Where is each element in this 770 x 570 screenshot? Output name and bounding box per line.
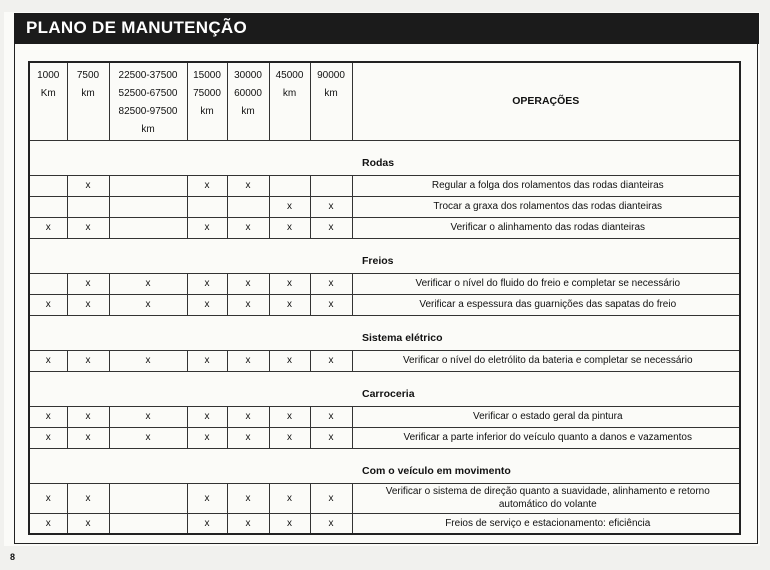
interval-mark-cell: x (109, 406, 187, 427)
interval-mark-cell: x (227, 294, 269, 315)
interval-mark-cell: x (187, 427, 227, 448)
interval-mark-cell: x (29, 483, 67, 513)
interval-mark-cell: x (269, 406, 310, 427)
section-row (29, 315, 740, 350)
section-spacer (29, 315, 352, 350)
interval-column-header (187, 62, 227, 140)
interval-mark-cell: x (67, 483, 109, 513)
interval-mark-cell: x (310, 406, 352, 427)
operations-header: OPERAÇÕES (352, 62, 740, 140)
table-row (29, 196, 740, 217)
interval-mark-cell: x (67, 427, 109, 448)
operation-cell: Verificar o nível do eletrólito da bateria e completar se necessário (352, 350, 740, 371)
section-row (29, 140, 740, 175)
interval-mark-cell: x (227, 273, 269, 294)
section-title: Freios (352, 238, 740, 273)
interval-mark-cell (109, 483, 187, 513)
interval-header-line: 15000 (193, 70, 221, 81)
interval-mark-cell: x (310, 273, 352, 294)
interval-mark-cell: x (109, 427, 187, 448)
interval-mark-cell: x (187, 513, 227, 534)
interval-header-line: 22500-37500 (118, 70, 178, 81)
interval-mark-cell: x (269, 196, 310, 217)
operation-cell: Freios de serviço e estacionamento: eficiência (352, 513, 740, 534)
interval-mark-cell: x (269, 513, 310, 534)
interval-mark-cell: x (187, 175, 227, 196)
interval-column-header (29, 62, 67, 140)
interval-mark-cell: x (310, 483, 352, 513)
interval-column-header (109, 62, 187, 140)
interval-mark-cell: x (227, 427, 269, 448)
interval-header-line: km (81, 88, 95, 99)
table-row (29, 427, 740, 448)
interval-mark-cell: x (67, 406, 109, 427)
interval-mark-cell (109, 196, 187, 217)
interval-header-line: km (141, 124, 155, 135)
interval-mark-cell: x (269, 217, 310, 238)
interval-mark-cell: x (29, 427, 67, 448)
table-header-row (29, 62, 740, 140)
operation-cell: Verificar a espessura das guarnições das sapatas do freio (352, 294, 740, 315)
interval-mark-cell (109, 513, 187, 534)
interval-mark-cell: x (269, 294, 310, 315)
table-row (29, 406, 740, 427)
operation-cell: Verificar a parte inferior do veículo quanto a danos e vazamentos (352, 427, 740, 448)
operation-cell: Verificar o alinhamento das rodas dianteiras (352, 217, 740, 238)
table-row (29, 273, 740, 294)
interval-mark-cell: x (109, 350, 187, 371)
section-row (29, 448, 740, 483)
interval-mark-cell: x (310, 217, 352, 238)
page-number: 8 (10, 552, 16, 562)
interval-mark-cell: x (29, 513, 67, 534)
interval-mark-cell: x (67, 294, 109, 315)
section-title: Com o veículo em movimento (352, 448, 740, 483)
header-bar (14, 13, 759, 44)
interval-mark-cell: x (187, 217, 227, 238)
interval-header-line: 45000 (275, 70, 304, 81)
interval-mark-cell: x (310, 427, 352, 448)
interval-mark-cell: x (269, 350, 310, 371)
table-row (29, 294, 740, 315)
interval-header-line: 82500-97500 (118, 106, 178, 117)
section-title: Sistema elétrico (352, 315, 740, 350)
interval-mark-cell: x (269, 427, 310, 448)
interval-mark-cell: x (269, 483, 310, 513)
operation-cell: Verificar o sistema de direção quanto a suavidade, alinhamento e retorno automático do volante (352, 483, 740, 513)
table-row (29, 175, 740, 196)
interval-header-line: 7500 (76, 70, 100, 81)
interval-mark-cell: x (109, 273, 187, 294)
section-title: Rodas (352, 140, 740, 175)
interval-mark-cell: x (67, 175, 109, 196)
interval-mark-cell: x (67, 217, 109, 238)
interval-column-header (67, 62, 109, 140)
interval-header-line: 1000 (37, 70, 60, 81)
interval-mark-cell (109, 217, 187, 238)
interval-header-line: 60000 (234, 88, 262, 99)
interval-mark-cell (67, 196, 109, 217)
interval-mark-cell: x (227, 483, 269, 513)
interval-mark-cell: x (227, 217, 269, 238)
interval-header-line: 52500-67500 (118, 88, 178, 99)
interval-mark-cell (227, 196, 269, 217)
interval-mark-cell (29, 196, 67, 217)
interval-column-header (227, 62, 269, 140)
table-row (29, 217, 740, 238)
interval-header-line: km (324, 88, 338, 99)
interval-mark-cell: x (67, 350, 109, 371)
interval-mark-cell: x (310, 294, 352, 315)
section-spacer (29, 238, 352, 273)
table-row (29, 483, 740, 513)
interval-header-line: km (282, 88, 297, 99)
interval-mark-cell: x (227, 350, 269, 371)
interval-mark-cell: x (29, 350, 67, 371)
interval-mark-cell: x (29, 406, 67, 427)
operation-cell: Trocar a graxa dos rolamentos das rodas dianteiras (352, 196, 740, 217)
interval-mark-cell: x (187, 294, 227, 315)
interval-mark-cell: x (67, 273, 109, 294)
interval-mark-cell: x (310, 196, 352, 217)
section-title: Carroceria (352, 371, 740, 406)
interval-header-line: 30000 (234, 70, 262, 81)
interval-mark-cell (29, 273, 67, 294)
interval-mark-cell: x (109, 294, 187, 315)
interval-header-line: km (241, 106, 255, 117)
interval-column-header (310, 62, 352, 140)
interval-mark-cell: x (187, 406, 227, 427)
section-row (29, 238, 740, 273)
interval-header-line: km (200, 106, 214, 117)
interval-mark-cell: x (227, 406, 269, 427)
table-row (29, 513, 740, 534)
section-spacer (29, 140, 352, 175)
operation-cell: Verificar o nível do fluido do freio e completar se necessário (352, 273, 740, 294)
interval-mark-cell: x (269, 273, 310, 294)
interval-mark-cell (187, 196, 227, 217)
interval-mark-cell: x (227, 175, 269, 196)
interval-column-header (269, 62, 310, 140)
section-row (29, 371, 740, 406)
interval-mark-cell: x (67, 513, 109, 534)
interval-mark-cell: x (187, 483, 227, 513)
maintenance-table (28, 61, 741, 535)
table-body (29, 140, 740, 534)
section-spacer (29, 371, 352, 406)
interval-mark-cell: x (310, 513, 352, 534)
interval-mark-cell (109, 175, 187, 196)
interval-mark-cell: x (29, 294, 67, 315)
interval-mark-cell: x (310, 350, 352, 371)
table-row (29, 350, 740, 371)
interval-mark-cell (310, 175, 352, 196)
page-title: PLANO DE MANUTENÇÃO (26, 18, 248, 37)
interval-mark-cell: x (227, 513, 269, 534)
interval-mark-cell (29, 175, 67, 196)
interval-header-line: 75000 (193, 88, 221, 99)
operation-cell: Verificar o estado geral da pintura (352, 406, 740, 427)
interval-mark-cell: x (187, 273, 227, 294)
interval-mark-cell: x (29, 217, 67, 238)
interval-header-line: Km (40, 88, 56, 99)
operation-cell: Regular a folga dos rolamentos das rodas dianteiras (352, 175, 740, 196)
interval-mark-cell (269, 175, 310, 196)
section-spacer (29, 448, 352, 483)
interval-header-line: 90000 (317, 70, 345, 81)
interval-mark-cell: x (187, 350, 227, 371)
